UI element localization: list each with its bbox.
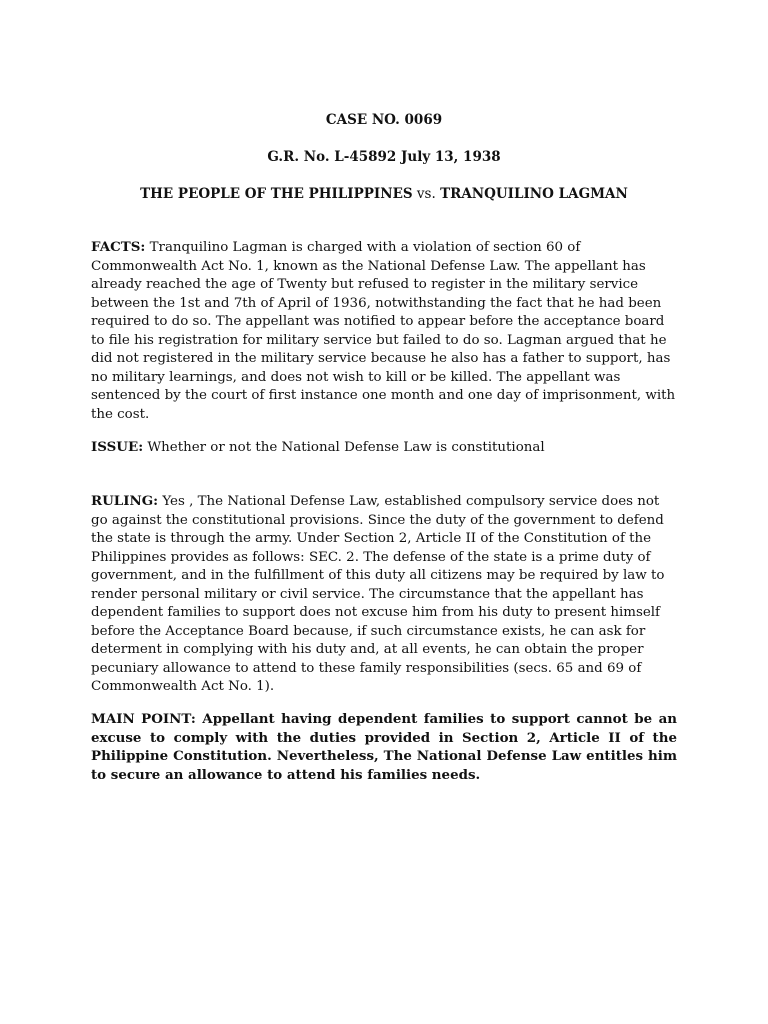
main-point-text: Appellant having dependent families to support cannot be an excuse to comply with the duties provided in Section 2, Article II of the Philippine Constitution. Nevertheless, The National Defense Law entitles him to secure an allowance to attend his families needs. <box>91 711 677 783</box>
case-number: CASE NO. 0069 <box>325 112 443 128</box>
case-title-versus: vs. <box>412 186 441 202</box>
main-point-label: MAIN POINT: <box>91 711 196 727</box>
ruling-label: RULING: <box>91 493 159 509</box>
issue-section <box>91 438 677 458</box>
facts-section <box>91 238 677 424</box>
ruling-section <box>91 492 677 697</box>
issue-text: Whether or not the National Defense Law is constitutional <box>143 440 545 455</box>
main-point-section <box>91 710 677 784</box>
case-title <box>0 185 768 203</box>
facts-label: FACTS: <box>91 239 146 255</box>
case-title-defendant: TRANQUILINO LAGMAN <box>440 186 628 202</box>
gr-number-date: G.R. No. L-45892 July 13, 1938 <box>267 149 501 165</box>
case-title-plaintiff: THE PEOPLE OF THE PHILIPPINES <box>140 186 413 202</box>
facts-text: Tranquilino Lagman is charged with a violation of section 60 of Commonwealth Act No. 1, known as the National Defense Law. The appellant has already reached the age of Twenty but refused to register in the military service between the 1st and 7th of April of 1936, notwithstanding the fact that he had been required to do so. The appellant was notified to appear before the acceptance board to file his registration for military service but failed to do so. Lagman argued that he did not registered in the military service because he also has a father to support, has no military learnings, and does not wish to kill or be killed. The appellant was sentenced by the court of first instance one month and one day of imprisonment, with the cost. <box>91 240 676 422</box>
issue-label: ISSUE: <box>91 439 144 455</box>
ruling-text: Yes , The National Defense Law, established compulsory service does not go against the constitutional provisions. Since the duty of the government to defend the state is through the army. Under Section 2, Article II of the Constitution of the Philippines provides as follows: SEC. 2. The defense of the state is a prime duty of government, and in the fulfillment of this duty all citizens may be required by law to render personal military or civil service. The circumstance that the appellant has dependent families to support does not excuse him from his duty to present himself before the Acceptance Board because, if such circumstance exists, he can ask for determent in complying with his duty and, at all events, he can obtain the proper pecuniary allowance to attend to these family responsibilities (secs. 65 and 69 of Commonwealth Act No. 1). <box>91 494 665 694</box>
